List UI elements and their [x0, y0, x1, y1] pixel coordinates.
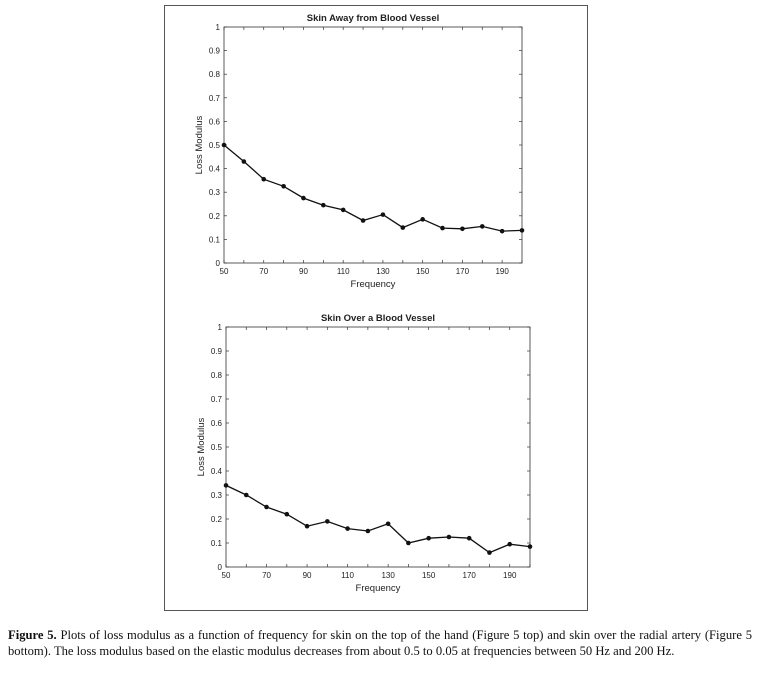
bottom-chart-data-point — [406, 541, 411, 546]
bottom-chart-y-tick-label: 0.6 — [210, 419, 222, 428]
top-chart-data-point — [341, 208, 346, 213]
top-chart-x-tick-label: 110 — [336, 267, 350, 276]
bottom-chart-y-tick-label: 0.4 — [210, 467, 222, 476]
top-chart-data-point — [222, 143, 227, 148]
bottom-chart-y-axis-title: Loss Modulus — [196, 417, 207, 477]
top-chart-y-tick-label: 0.8 — [208, 70, 220, 80]
top-chart-y-tick-label: 0.7 — [208, 93, 220, 103]
top-chart-data-point — [242, 159, 247, 164]
top-chart-series-line — [224, 145, 522, 231]
figure-caption — [8, 627, 752, 659]
top-chart-data-point — [381, 212, 386, 217]
top-chart-data-point — [480, 224, 485, 229]
top-chart-data-point — [361, 218, 366, 223]
top-chart-data-point — [321, 203, 326, 208]
bottom-chart-data-point — [447, 535, 452, 540]
bottom-chart-data-point — [467, 536, 472, 541]
top-chart-y-axis-title: Loss Modulus — [194, 115, 205, 175]
bottom-chart-y-tick-label: 1 — [217, 323, 222, 332]
chart-skin-over — [0, 300, 758, 610]
bottom-chart-y-tick-label: 0.7 — [210, 395, 222, 404]
bottom-chart-y-tick-label: 0.2 — [210, 515, 222, 524]
top-chart-x-tick-label: 170 — [455, 267, 470, 276]
top-chart-data-point — [401, 225, 406, 230]
top-chart-y-tick-label: 0.2 — [208, 211, 220, 221]
bottom-chart-x-tick-label: 170 — [462, 571, 476, 580]
top-chart-y-tick-label: 0.6 — [208, 117, 220, 127]
bottom-chart-x-tick-label: 70 — [262, 571, 271, 580]
bottom-chart-data-point — [507, 542, 512, 547]
caption-text: Plots of loss modulus as a function of frequency for skin on the top of the hand (Figure 5 top) and skin over the radial artery (Figure 5 bottom). The loss modulus based on the elastic modulus decreases from about 0.5 to 0.05 at frequencies between 50 Hz and 200 Hz. — [8, 628, 752, 658]
top-chart-x-tick-label: 50 — [219, 267, 229, 276]
bottom-chart-x-tick-label: 190 — [503, 571, 517, 580]
bottom-chart-data-point — [366, 529, 371, 534]
top-chart-data-point — [281, 184, 286, 189]
bottom-chart-series-line — [226, 485, 530, 552]
chart-skin-away — [0, 0, 758, 300]
bottom-chart-title: Skin Over a Blood Vessel — [320, 313, 436, 324]
top-chart-data-point — [520, 228, 525, 233]
bottom-chart-y-tick-label: 0.3 — [210, 491, 222, 500]
bottom-chart-data-point — [264, 505, 269, 510]
bottom-chart-x-tick-label: 110 — [341, 571, 354, 580]
top-chart-data-point — [420, 217, 425, 222]
bottom-chart-y-tick-label: 0 — [217, 563, 222, 572]
bottom-chart-data-point — [386, 522, 391, 527]
top-chart-y-tick-label: 0.5 — [208, 141, 220, 150]
top-chart-y-tick-label: 0.9 — [208, 46, 220, 56]
bottom-chart-x-tick-label: 130 — [381, 571, 395, 580]
top-chart-data-point — [301, 196, 306, 201]
bottom-chart-y-tick-label: 0.5 — [210, 443, 222, 452]
top-chart-x-tick-label: 150 — [415, 267, 430, 276]
top-chart-data-point — [261, 177, 266, 182]
bottom-chart-x-axis-title: Frequency — [355, 583, 401, 594]
top-chart-x-tick-label: 190 — [495, 267, 509, 276]
top-chart-y-tick-label: 0.1 — [208, 235, 220, 245]
top-chart-y-tick-label: 1 — [215, 23, 220, 32]
top-chart-x-tick-label: 130 — [376, 267, 390, 276]
top-chart-y-tick-label: 0.4 — [208, 164, 220, 174]
bottom-chart-plot-area — [226, 327, 530, 567]
bottom-chart-data-point — [528, 544, 533, 549]
top-chart-x-tick-label: 90 — [299, 267, 308, 276]
bottom-chart-data-point — [244, 493, 249, 498]
bottom-chart-data-point — [305, 524, 310, 529]
bottom-chart-data-point — [224, 483, 229, 488]
bottom-chart-data-point — [285, 512, 290, 517]
top-chart-data-point — [440, 226, 445, 231]
top-chart-y-tick-label: 0.3 — [208, 188, 220, 198]
bottom-chart-data-point — [325, 519, 330, 524]
top-chart-data-point — [500, 229, 505, 234]
bottom-chart-y-tick-label: 0.1 — [210, 539, 222, 548]
top-chart-x-tick-label: 70 — [259, 267, 269, 276]
caption-label: Figure 5. — [8, 628, 57, 642]
top-chart-title: Skin Away from Blood Vessel — [306, 13, 440, 24]
bottom-chart-x-tick-label: 90 — [302, 571, 312, 580]
bottom-chart-data-point — [426, 536, 431, 541]
bottom-chart-x-tick-label: 50 — [221, 571, 231, 580]
bottom-chart-x-tick-label: 150 — [421, 571, 436, 580]
top-chart-data-point — [460, 226, 465, 231]
bottom-chart-y-tick-label: 0.8 — [210, 371, 222, 380]
bottom-chart-data-point — [487, 550, 492, 555]
top-chart-x-axis-title: Frequency — [350, 279, 396, 290]
top-chart-y-tick-label: 0 — [215, 259, 220, 268]
bottom-chart-data-point — [345, 526, 350, 531]
bottom-chart-y-tick-label: 0.9 — [210, 347, 222, 356]
